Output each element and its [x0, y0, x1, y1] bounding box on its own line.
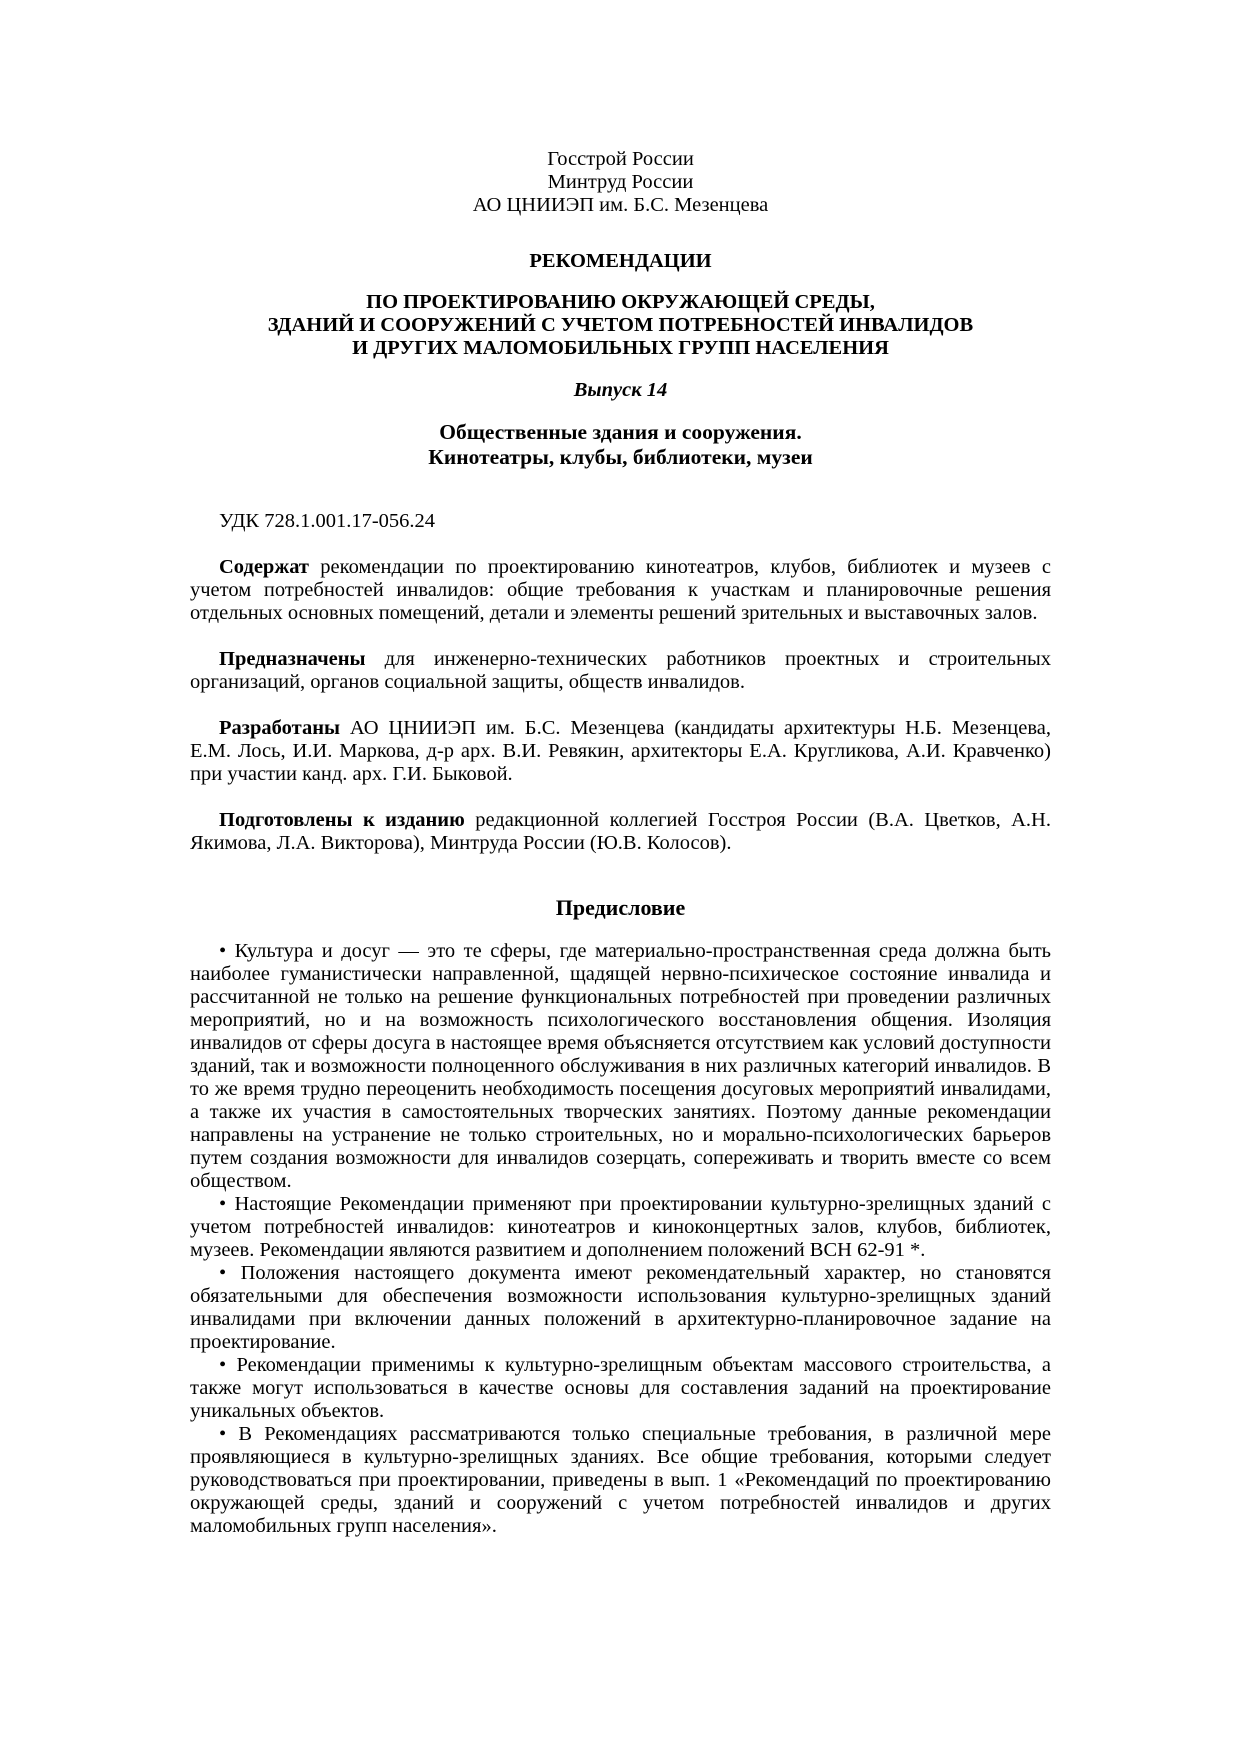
contains-text: рекомендации по проектированию кинотеатров, клубов, библиотек и музеев с учетом потребностей инвалидов: общие требования к участкам и планировочные решения отдельных основных помещений, детали и элементы решений зрительных и выставочных залов. [190, 556, 1051, 624]
organizations-header [190, 148, 1051, 217]
intended-text: для инженерно-технических работников проектных и строительных организаций, органов социальной защиты, обществ инвалидов. [190, 648, 1051, 693]
preface-paragraph: • Настоящие Рекомендации применяют при проектировании культурно-зрелищных зданий с учетом потребностей инвалидов: кинотеатров и киноконцертных залов, клубов, библиотек, музеев. Рекомендации являются развитием и дополнением положений ВСН 62-91 *. [190, 1193, 1051, 1261]
document-subtitle [190, 291, 1051, 360]
subtitle-line: ЗДАНИЙ И СООРУЖЕНИЙ С УЧЕТОМ ПОТРЕБНОСТЕЙ ИНВАЛИДОВ [267, 314, 974, 336]
contains-label: Содержат [219, 556, 309, 578]
org-mintrud: Минтруд России [547, 171, 694, 193]
intended-paragraph [190, 648, 1051, 694]
document-content [190, 148, 1051, 1538]
org-tsniiep: АО ЦНИИЭП им. Б.С. Мезенцева [472, 194, 769, 216]
contains-paragraph [190, 556, 1051, 625]
preface-paragraph: • В Рекомендациях рассматриваются только специальные требования, в различной мере проявляющиеся в культурно-зрелищных зданиях. Все общие требования, которыми следует руководствоваться при проектировании, приведены в вып. 1 «Рекомендаций по проектированию окружающей среды, зданий и сооружений с учетом потребностей инвалидов и других маломобильных групп населения». [190, 1423, 1051, 1537]
preface-heading: Предисловие [555, 895, 686, 920]
developed-text: АО ЦНИИЭП им. Б.С. Мезенцева (кандидаты архитектуры Н.Б. Мезенцева, Е.М. Лось, И.И. Маркова, д-р арх. В.И. Ревякин, архитекторы Е.А. Кругликова, А.И. Кравченко) при участии канд. арх. Г.И. Быковой. [190, 717, 1051, 785]
prepared-text: редакционной коллегией Госстроя России (В.А. Цветков, А.Н. Якимова, Л.А. Викторова), Минтруда России (Ю.В. Колосов). [190, 809, 1051, 854]
subtitle-line: ПО ПРОЕКТИРОВАНИЮ ОКРУЖАЮЩЕЙ СРЕДЫ, [366, 291, 875, 313]
subtitle-line: И ДРУГИХ МАЛОМОБИЛЬНЫХ ГРУПП НАСЕЛЕНИЯ [352, 337, 889, 359]
preface-paragraph: • Положения настоящего документа имеют рекомендательный характер, но становятся обязательными для обеспечения возможности использования культурно-зрелищных зданий инвалидами при включении данных положений в архитектурно-планировочное задание на проектирование. [190, 1262, 1051, 1353]
issue-number: Выпуск 14 [573, 379, 668, 401]
developed-paragraph [190, 717, 1051, 786]
topic-line: Общественные здания и сооружения. [439, 420, 802, 444]
document-topic [190, 420, 1051, 470]
org-gosstroy: Госстрой России [547, 148, 694, 170]
intended-label: Предназначены [219, 648, 366, 670]
prepared-label: Подготовлены к изданию [219, 809, 465, 831]
developed-label: Разработаны [219, 717, 341, 739]
udk-code: УДК 728.1.001.17-056.24 [219, 510, 436, 532]
document-title: РЕКОМЕНДАЦИИ [529, 250, 712, 272]
preface-body [190, 940, 1051, 1538]
topic-line: Кинотеатры, клубы, библиотеки, музеи [428, 445, 813, 469]
preface-paragraph: • Рекомендации применимы к культурно-зрелищным объектам массового строительства, а также могут использоваться в качестве основы для составления заданий на проектирование уникальных объектов. [190, 1354, 1051, 1422]
prepared-paragraph [190, 809, 1051, 855]
preface-paragraph: • Культура и досуг — это те сферы, где материально-пространственная среда должна быть наиболее гуманистически направленной, щадящей нервно-психическое состояние инвалида и рассчитанной не только на решение функциональных потребностей при проведении различных мероприятий, но и на возможность психологического восстановления общения. Изоляция инвалидов от сферы досуга в настоящее время объясняется отсутствием как условий доступности зданий, так и возможности полноценного обслуживания в них различных категорий инвалидов. В то же время трудно переоценить необходимость посещения досуговых мероприятий инвалидами, а также их участия в самостоятельных творческих занятиях. Поэтому данные рекомендации направлены на устранение не только строительных, но и морально-психологических барьеров путем создания возможности для инвалидов созерцать, сопереживать и творить вместе со всем обществом. [190, 940, 1051, 1192]
